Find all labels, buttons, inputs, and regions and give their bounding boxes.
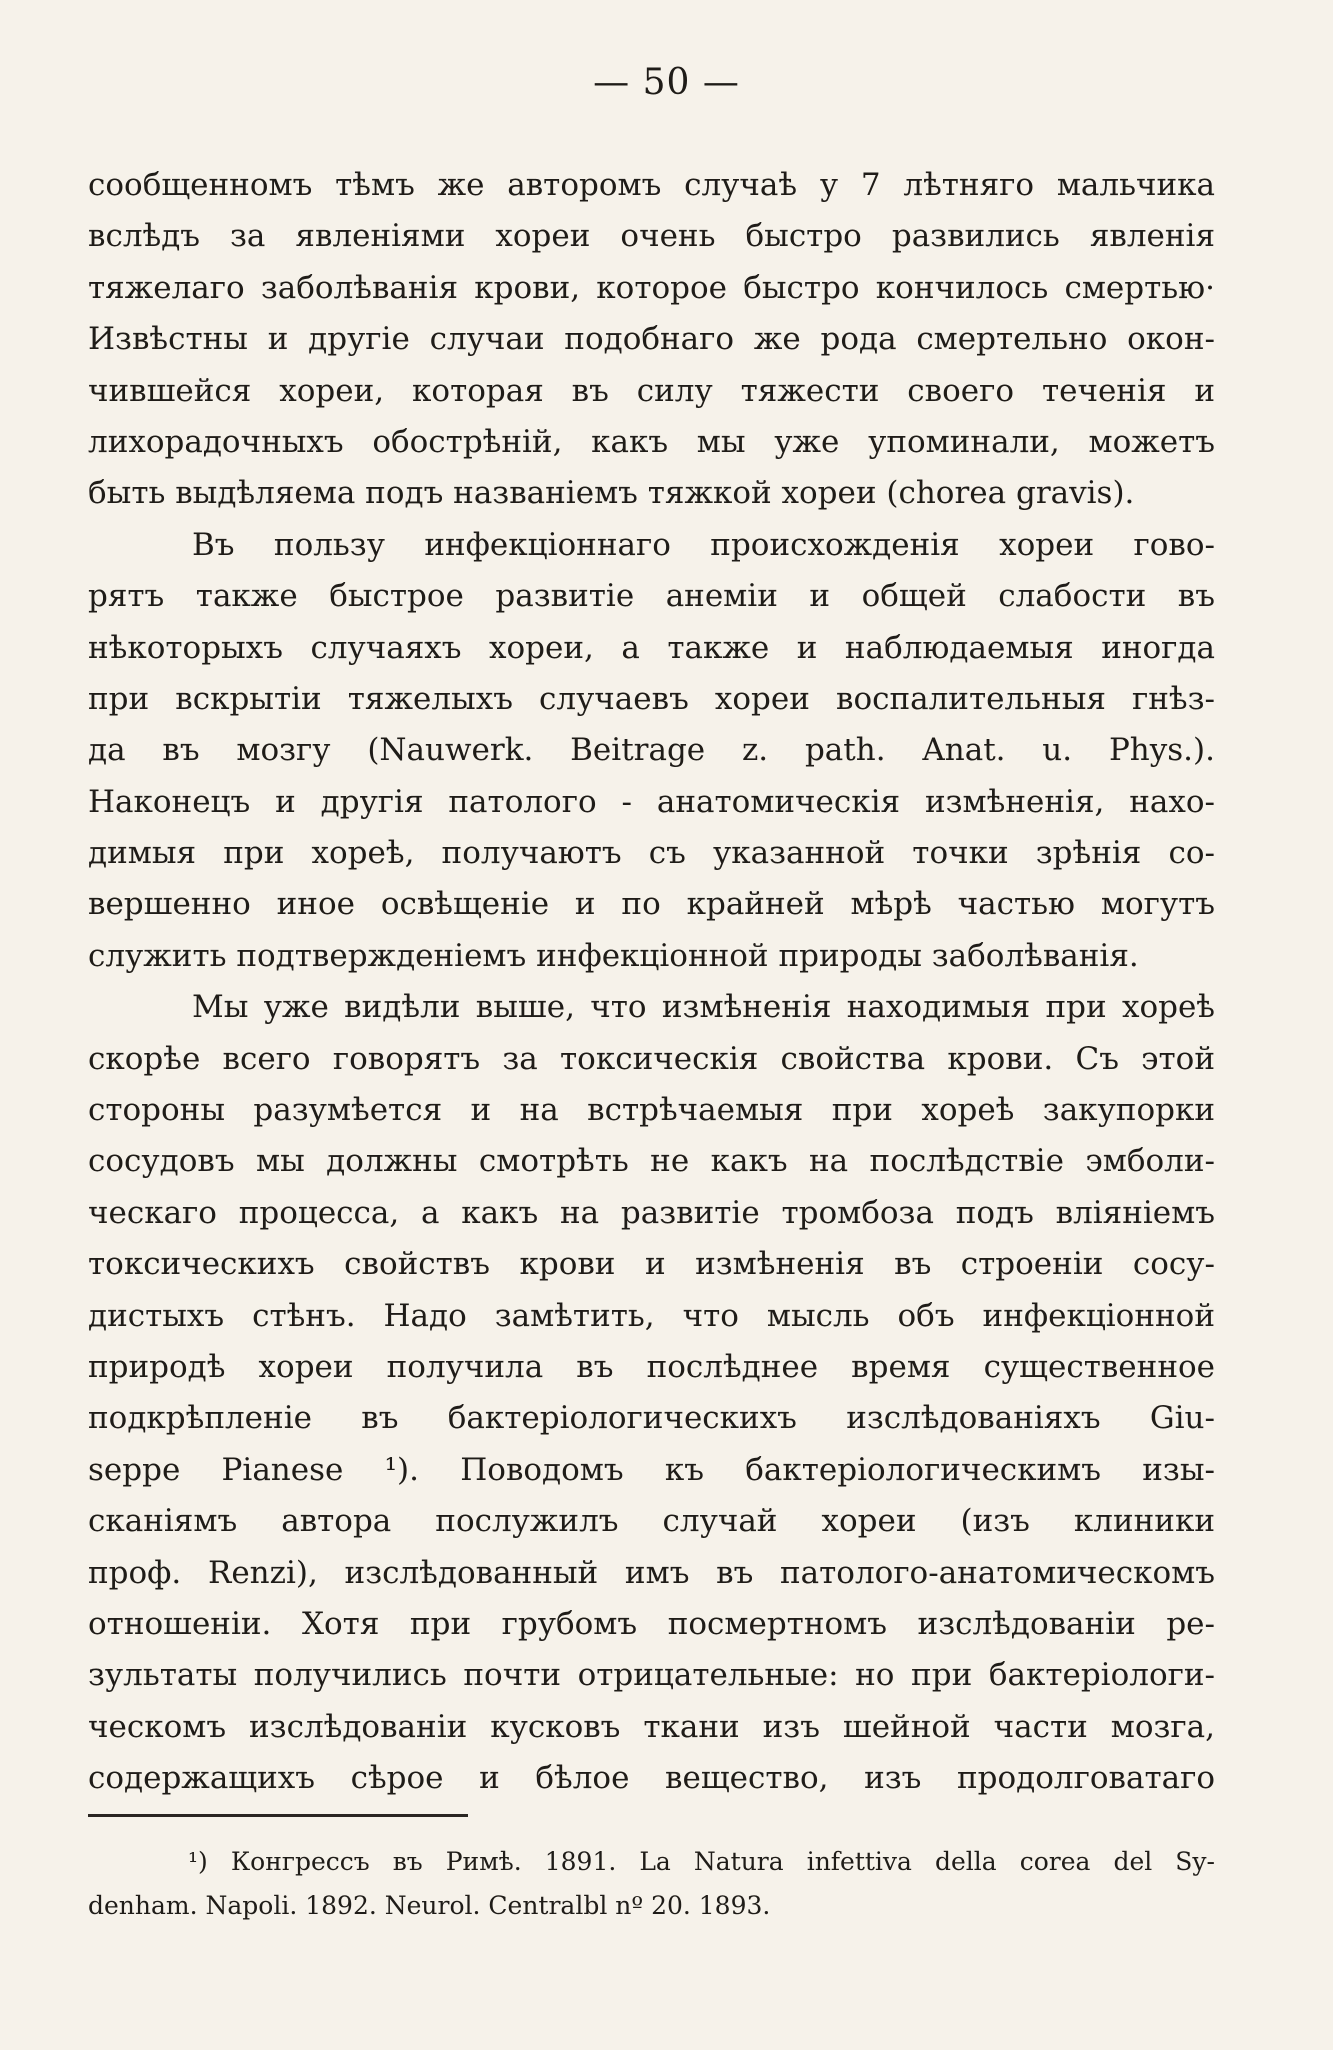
- text-line: зультаты получились почти отрицательные: но при бактеріологи-: [88, 1657, 1215, 1694]
- text-line: рятъ также быстрое развитіе анеміи и общей слабости въ: [88, 578, 1215, 615]
- footnote: [88, 1840, 1215, 1928]
- footnote-divider: [88, 1814, 468, 1817]
- text-line: нѣкоторыхъ случаяхъ хореи, а также и наблюдаемыя иногда: [88, 629, 1215, 666]
- text-line: димыя при хореѣ, получаютъ съ указанной точки зрѣнія со-: [88, 835, 1215, 872]
- text-line: да въ мозгу (Nauwerk. Beitrage z. path. Anat. u. Phys.).: [88, 732, 1215, 769]
- text-line: дистыхъ стѣнъ. Надо замѣтить, что мысль объ инфекціонной: [88, 1297, 1215, 1334]
- text-line: быть выдѣляема подъ названіемъ тяжкой хореи (chorea gravis).: [88, 475, 1135, 512]
- text-line: Мы уже видѣли выше, что измѣненія находимыя при хореѣ: [192, 989, 1215, 1026]
- text-line: ческомъ изслѣдованіи кусковъ ткани изъ шейной части мозга,: [88, 1708, 1215, 1745]
- text-line: сканіямъ автора послужилъ случай хореи (изъ клиники: [88, 1503, 1215, 1540]
- text-line: seppe Pianese ¹). Поводомъ къ бактеріологическимъ изы-: [88, 1451, 1215, 1488]
- text-line: Извѣстны и другіе случаи подобнаго же рода смертельно окон-: [88, 321, 1215, 358]
- text-line: вершенно иное освѣщеніе и по крайней мѣрѣ частью могутъ: [88, 886, 1215, 923]
- text-line: Въ пользу инфекціоннаго происхожденія хореи гово-: [192, 526, 1215, 563]
- text-line: стороны разумѣется и на встрѣчаемыя при хореѣ закупорки: [88, 1092, 1215, 1129]
- text-line: токсическихъ свойствъ крови и измѣненія въ строеніи сосу-: [88, 1246, 1215, 1283]
- text-line: чившейся хореи, которая въ силу тяжести своего теченія и: [88, 372, 1215, 409]
- text-line: природѣ хореи получила въ послѣднее время существенное: [88, 1348, 1215, 1385]
- page-number: — 50 —: [593, 62, 740, 103]
- text-line: вслѣдъ за явленіями хореи очень быстро развились явленія: [88, 218, 1215, 255]
- text-line: содержащихъ сѣрое и бѣлое вещество, изъ продолговатаго: [88, 1760, 1215, 1797]
- main-text: [88, 160, 1215, 1805]
- text-line: Наконецъ и другія патолого - анатомическія измѣненія, нахо-: [88, 783, 1215, 820]
- footnote-line: denham. Napoli. 1892. Neurol. Centralbl nº 20. 1893.: [88, 1891, 771, 1920]
- text-line: служить подтвержденіемъ инфекціонной природы заболѣванія.: [88, 937, 1139, 974]
- text-line: сообщенномъ тѣмъ же авторомъ случаѣ у 7 лѣтняго мальчика: [88, 167, 1215, 203]
- footnote-line: ¹) Конгрессъ въ Римѣ. 1891. La Natura infettiva della corea del Sy-: [188, 1847, 1215, 1876]
- text-line: подкрѣпленіе въ бактеріологическихъ изслѣдованіяхъ Giu-: [88, 1400, 1215, 1437]
- text-line: ческаго процесса, а какъ на развитіе тромбоза подъ вліяніемъ: [88, 1194, 1215, 1231]
- text-line: отношеніи. Хотя при грубомъ посмертномъ изслѣдованіи ре-: [88, 1605, 1215, 1642]
- text-line: лихорадочныхъ обострѣній, какъ мы уже упоминали, можетъ: [88, 423, 1215, 460]
- text-line: проф. Renzi), изслѣдованный имъ въ патолого-анатомическомъ: [88, 1554, 1215, 1591]
- text-line: при вскрытіи тяжелыхъ случаевъ хореи воспалительныя гнѣз-: [88, 680, 1215, 717]
- text-line: тяжелаго заболѣванія крови, которое быстро кончилось смертью·: [88, 269, 1215, 306]
- text-line: сосудовъ мы должны смотрѣть не какъ на послѣдствіе эмболи-: [88, 1143, 1215, 1180]
- text-line: скорѣе всего говорятъ за токсическія свойства крови. Съ этой: [88, 1040, 1215, 1077]
